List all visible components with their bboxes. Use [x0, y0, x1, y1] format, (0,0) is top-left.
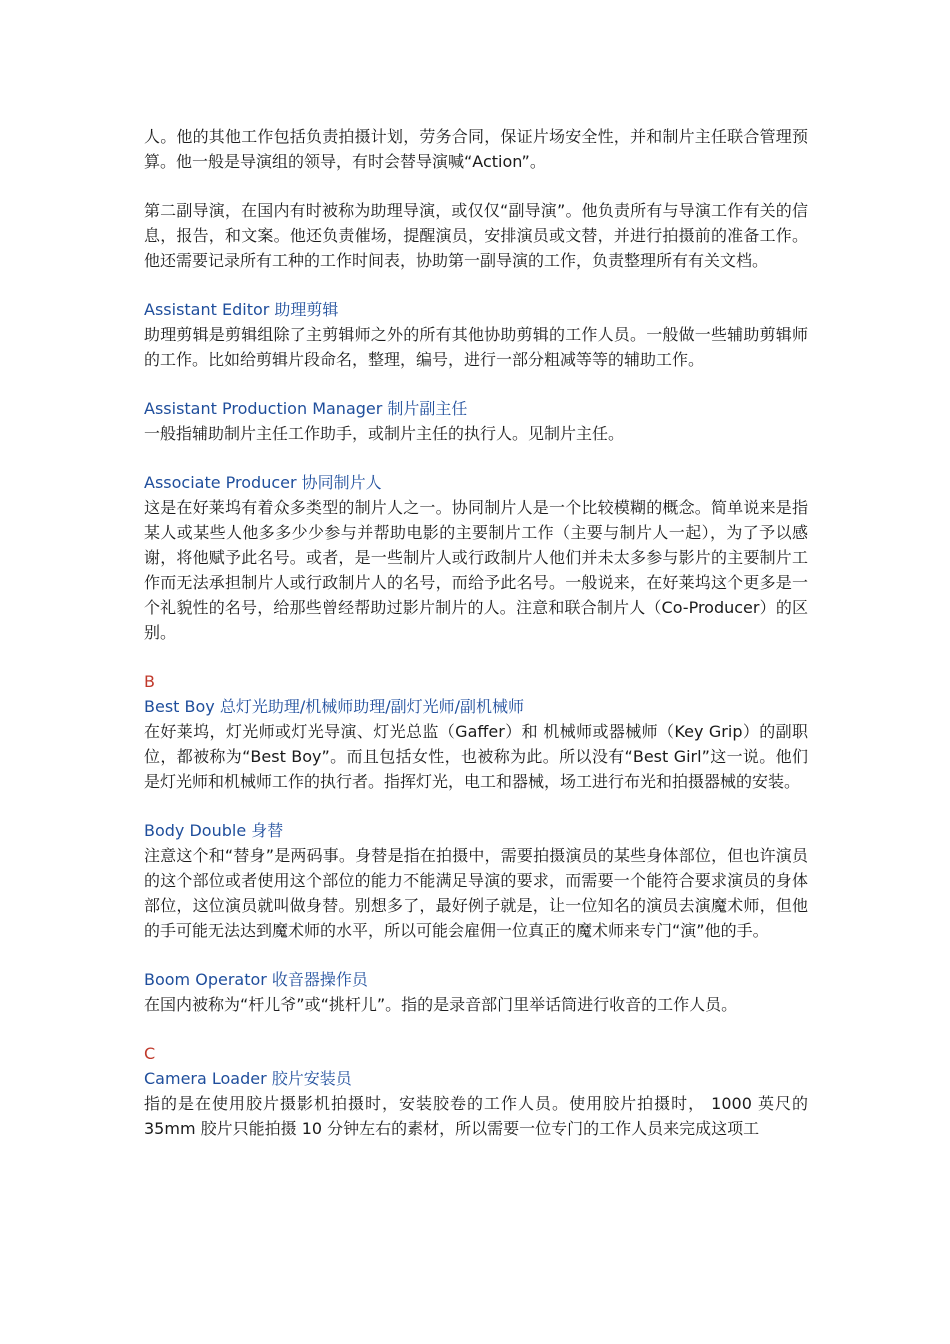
spacer [144, 1017, 808, 1041]
entry-body-body-double: 注意这个和“替身”是两码事。身替是指在拍摄中，需要拍摄演员的某些身体部位，但也许演员的这个部位或者使用这个部位的能力不能满足导演的要求，而需要一个能符合要求演员的身体部位，这位演员就叫做身替。别想多了，最好例子就是，让一位知名的演员去演魔术师，但他的手可能无法达到魔术师的水平，所以可能会雇佣一位真正的魔术师来专门“演”他的手。 [144, 846, 808, 940]
document-page [144, 124, 808, 1141]
spacer [144, 174, 808, 198]
entry-body-assistant-editor: 助理剪辑是剪辑组除了主剪辑师之外的所有其他协助剪辑的工作人员。一般做一些辅助剪辑师的工作。比如给剪辑片段命名，整理，编号，进行一部分粗减等等的辅助工作。 [144, 325, 808, 369]
entry-body-boom-operator: 在国内被称为“杆儿爷”或“挑杆儿”。指的是录音部门里举话筒进行收音的工作人员。 [144, 995, 738, 1014]
spacer [144, 943, 808, 967]
entry-title-associate-producer: Associate Producer 协同制片人 [144, 473, 382, 492]
spacer [144, 794, 808, 818]
entry-title-assistant-production-manager: Assistant Production Manager 制片副主任 [144, 399, 468, 418]
entry-title-body-double: Body Double 身替 [144, 821, 284, 840]
spacer [144, 273, 808, 297]
intro-paragraph-2: 第二副导演，在国内有时被称为助理导演，或仅仅“副导演”。他负责所有与导演工作有关的信息，报告，和文案。他还负责催场，提醒演员，安排演员或文替，并进行拍摄前的准备工作。他还需要记录所有工种的工作时间表，协助第一副导演的工作，负责整理所有有关文档。 [144, 201, 808, 270]
spacer [144, 372, 808, 396]
intro-paragraph-1: 人。他的其他工作包括负责拍摄计划，劳务合同，保证片场安全性，并和制片主任联合管理预算。他一般是导演组的领导，有时会替导演喊“Action”。 [144, 127, 808, 171]
entry-body-best-boy: 在好莱坞，灯光师或灯光导演、灯光总监（Gaffer）和 机械师或器械师（Key Grip）的副职位，都被称为“Best Boy”。而且包括女性，也被称为此。所以没有“Best Girl”这一说。他们是灯光师和机械师工作的执行者。指挥灯光，电工和器械，场工进行布光和拍摄器械的安装。 [144, 722, 808, 791]
entry-body-assistant-production-manager: 一般指辅助制片主任工作助手，或制片主任的执行人。见制片主任。 [144, 424, 625, 443]
entry-title-boom-operator: Boom Operator 收音器操作员 [144, 970, 368, 989]
entry-title-camera-loader: Camera Loader 胶片安装员 [144, 1069, 352, 1088]
section-letter-b: B [144, 672, 155, 691]
spacer [144, 446, 808, 470]
spacer [144, 645, 808, 669]
section-letter-c: C [144, 1044, 156, 1063]
entry-body-camera-loader: 指的是在使用胶片摄影机拍摄时，安装胶卷的工作人员。使用胶片拍摄时， 1000 英尺的 35mm 胶片只能拍摄 10 分钟左右的素材，所以需要一位专门的工作人员来完成这项工 [144, 1094, 808, 1138]
entry-body-associate-producer: 这是在好莱坞有着众多类型的制片人之一。协同制片人是一个比较模糊的概念。简单说来是指某人或某些人他多多少少参与并帮助电影的主要制片工作（主要与制片人一起），为了予以感谢，将他赋予此名号。或者，是一些制片人或行政制片人他们并未太多参与影片的主要制片工作而无法承担制片人或行政制片人的名号，而给予此名号。一般说来，在好莱坞这个更多是一个礼貌性的名号，给那些曾经帮助过影片制片的人。注意和联合制片人（Co-Producer）的区别。 [144, 498, 808, 642]
entry-title-best-boy: Best Boy 总灯光助理/机械师助理/副灯光师/副机械师 [144, 697, 525, 716]
entry-title-assistant-editor: Assistant Editor 助理剪辑 [144, 300, 339, 319]
